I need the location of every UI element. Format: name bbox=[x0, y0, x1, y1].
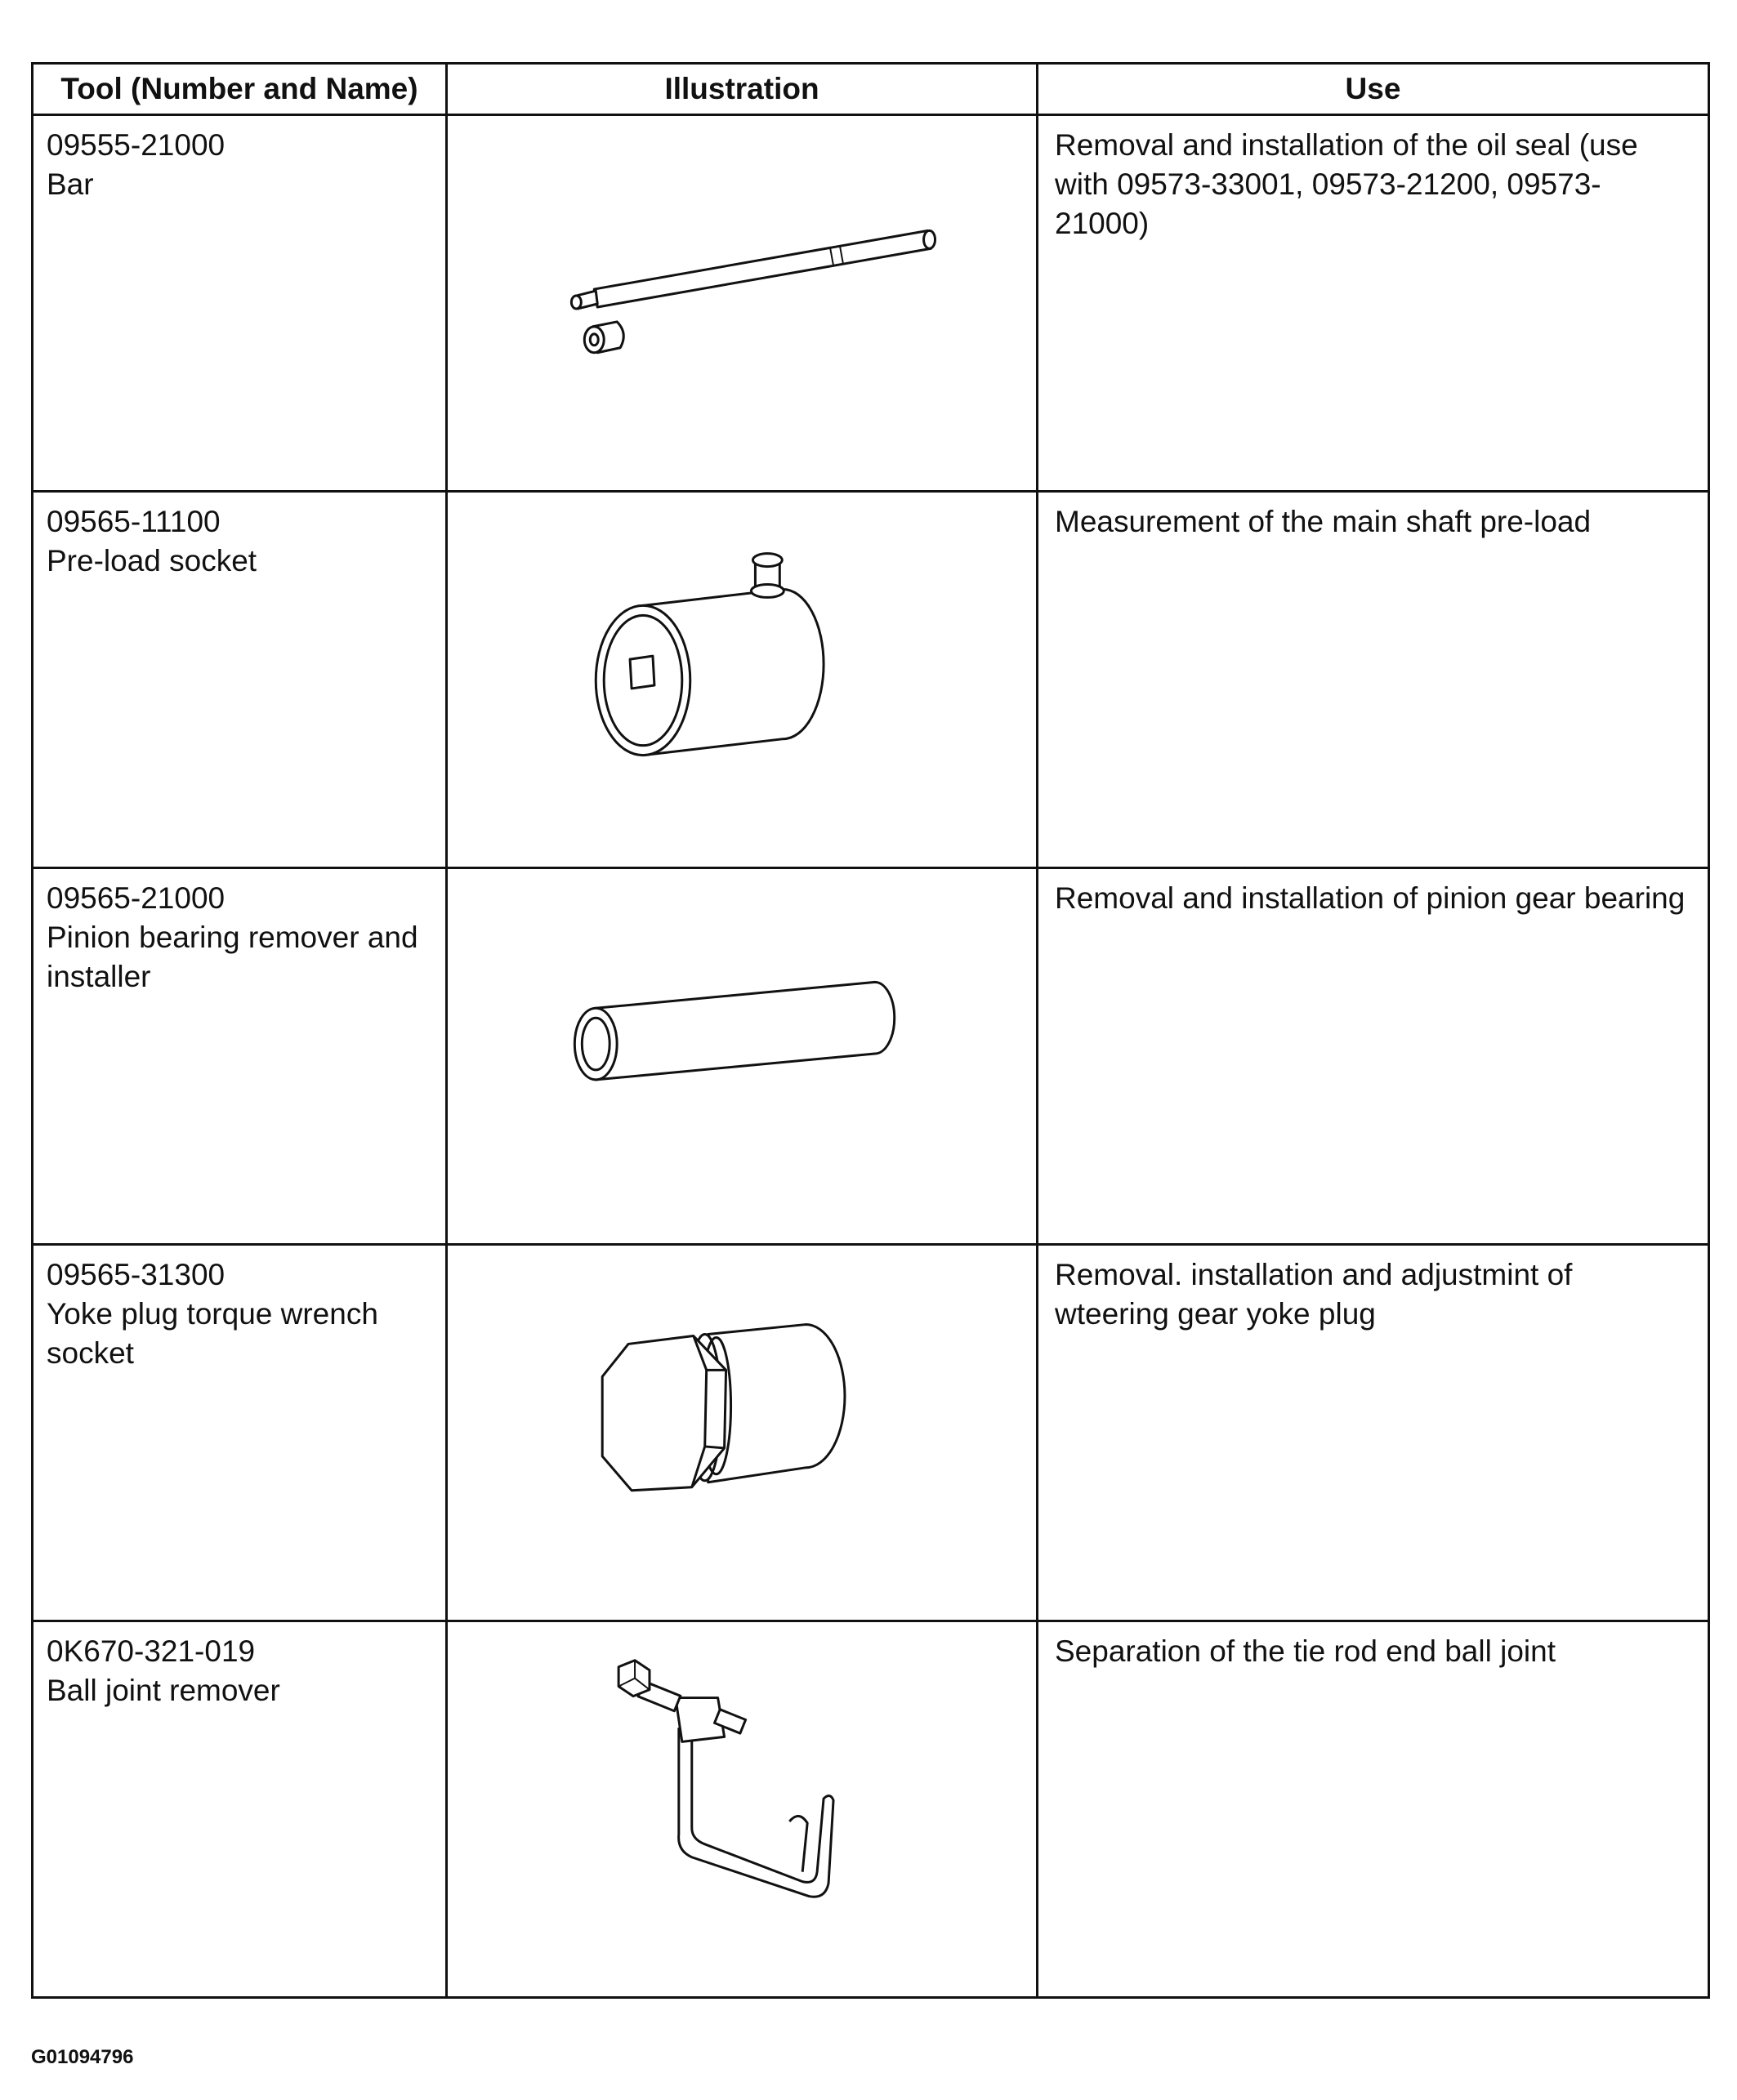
special-tools-table bbox=[31, 62, 1710, 1999]
tool-name: Pinion bearing remover and installer bbox=[47, 921, 418, 993]
use-text: Removal and installation of the oil seal (use with 09573-33001, 09573-21200, 09573-21000) bbox=[1055, 128, 1638, 240]
table-row bbox=[33, 868, 1709, 1245]
use-cell bbox=[1038, 115, 1709, 492]
header-tool: Tool (Number and Name) bbox=[33, 64, 447, 115]
tool-name: Pre-load socket bbox=[47, 544, 257, 577]
use-text: Separation of the tie rod end ball joint bbox=[1055, 1634, 1556, 1668]
table-row bbox=[33, 115, 1709, 492]
use-cell bbox=[1038, 1245, 1709, 1621]
yoke-plug-socket-icon bbox=[448, 1246, 1036, 1620]
tool-number: 09565-21000 bbox=[47, 881, 225, 915]
ball-joint-remover-icon bbox=[448, 1622, 1036, 1996]
table-row bbox=[33, 492, 1709, 868]
use-text: Removal and installation of pinion gear bearing bbox=[1055, 881, 1686, 915]
tool-name: Bar bbox=[47, 167, 94, 201]
tool-number: 09565-11100 bbox=[47, 505, 221, 538]
illustration-cell bbox=[447, 115, 1038, 492]
tool-number: 09565-31300 bbox=[47, 1258, 225, 1291]
illustration-cell bbox=[447, 1245, 1038, 1621]
use-cell bbox=[1038, 1621, 1709, 1998]
tool-cell bbox=[33, 1621, 447, 1998]
tool-number: 0K670-321-019 bbox=[47, 1634, 256, 1668]
tool-cell bbox=[33, 492, 447, 868]
use-text: Removal. installation and adjustmint of wteering gear yoke plug bbox=[1055, 1258, 1573, 1331]
figure-code: G01094796 bbox=[31, 2046, 134, 2068]
table-row bbox=[33, 1245, 1709, 1621]
tool-cell bbox=[33, 868, 447, 1245]
use-cell bbox=[1038, 868, 1709, 1245]
tool-cell bbox=[33, 1245, 447, 1621]
table-header-row bbox=[33, 64, 1709, 115]
tool-name: Yoke plug torque wrench socket bbox=[47, 1297, 378, 1370]
use-text: Measurement of the main shaft pre-load bbox=[1055, 505, 1592, 538]
header-illustration: Illustration bbox=[447, 64, 1038, 115]
pinion-bearing-tool-icon bbox=[448, 869, 1036, 1243]
illustration-cell bbox=[447, 492, 1038, 868]
tool-cell bbox=[33, 115, 447, 492]
preload-socket-icon bbox=[448, 493, 1036, 867]
illustration-cell bbox=[447, 1621, 1038, 1998]
table-row bbox=[33, 1621, 1709, 1998]
bar-tool-icon bbox=[448, 116, 1036, 490]
use-cell bbox=[1038, 492, 1709, 868]
tool-name: Ball joint remover bbox=[47, 1674, 280, 1707]
header-use: Use bbox=[1038, 64, 1709, 115]
illustration-cell bbox=[447, 868, 1038, 1245]
tool-number: 09555-21000 bbox=[47, 128, 225, 162]
